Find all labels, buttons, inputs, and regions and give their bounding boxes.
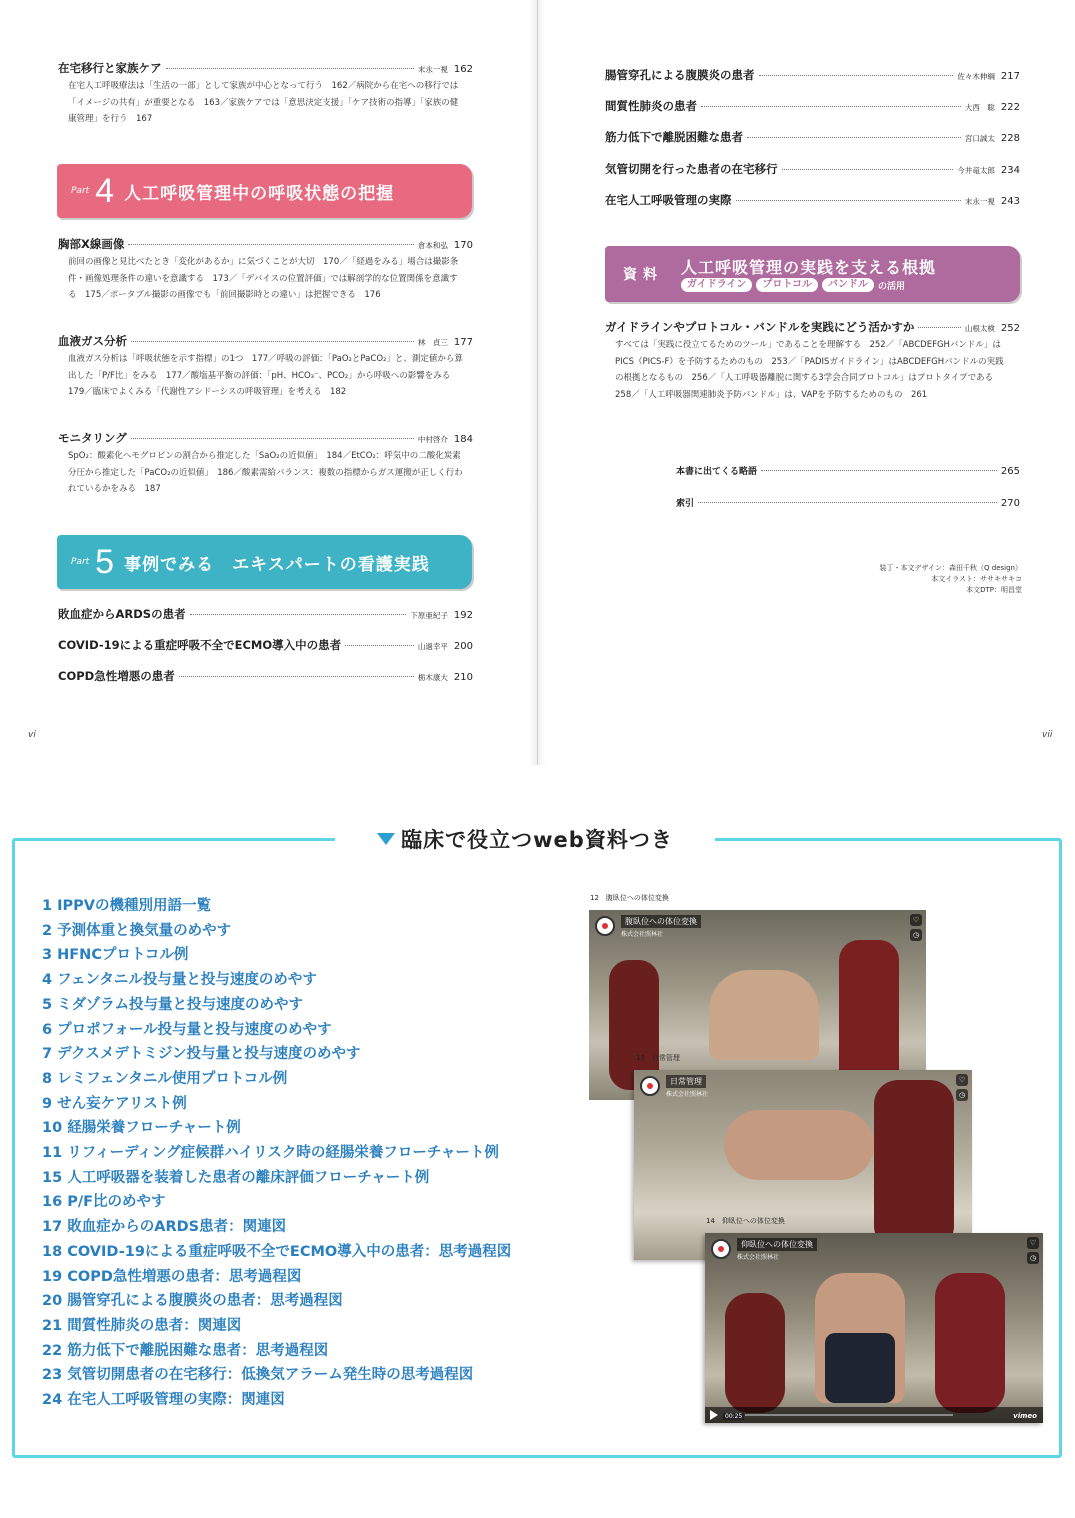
entry-title: 胸部X線画像 [58,237,125,251]
heart-icon[interactable]: ♡ [1027,1237,1039,1249]
video-title: 仰臥位への体位変換 [737,1238,817,1251]
entry-title: 間質性肺炎の患者 [605,99,697,113]
tag-bundle: バンドル [822,278,874,292]
patient-figure [825,1333,895,1403]
credits [820,563,1022,596]
toc-entry [58,637,473,655]
video-player-13[interactable] [634,1070,972,1260]
appendix-banner [605,246,1020,302]
entry-page: 170 [453,240,473,251]
nurse-figure [839,940,899,1090]
entry-page: 162 [453,64,473,75]
tag-protocol: プロトコル [756,278,818,292]
video-publisher: 株式会社照林社 [621,931,664,938]
video-control-bar [705,1407,1043,1423]
video-publisher: 株式会社照林社 [666,1091,709,1098]
part-title: 事例でみる エキスパートの看護実践 [124,554,430,575]
appendix-suffix: の活用 [878,281,906,292]
list-item: 10 経腸栄養フローチャート例 [42,1120,241,1137]
entry-page: 243 [1000,196,1020,207]
patient-figure [724,1110,874,1180]
part-title: 人工呼吸管理中の呼吸状態の把握 [124,183,395,204]
video-caption: 14 仰臥位への体位変換 [706,1217,785,1225]
entry-page: 210 [453,672,473,683]
list-item: 9 せん妄ケアリスト例 [42,1095,187,1112]
vimeo-logo[interactable]: vimeo [1013,1412,1037,1420]
part-number: 4 [95,171,115,210]
publisher-logo-icon [640,1076,660,1096]
entry-author: 今井竜太郎 [957,166,995,175]
web-resource-list [42,894,511,1413]
nurse-figure [725,1293,785,1413]
list-item: 1 IPPVの機種別用語一覧 [42,898,212,914]
toc-entry [676,464,1020,480]
entry-author: 栃木康大 [417,673,448,682]
entry-author: 山過幸平 [417,642,448,651]
list-item: 23 気管切開患者の在宅移行：低換気アラーム発生時の思考過程図 [42,1367,474,1384]
entry-page: 200 [453,641,473,652]
toc-entry [605,67,1020,85]
entry-page: 228 [1000,133,1020,144]
list-item: 19 COPD急性増悪の患者：思考過程図 [42,1268,302,1285]
toc-entry [58,668,473,686]
entry-page: 177 [453,337,473,348]
toc-entry [605,319,1020,403]
entry-title: 筋力低下で離脱困難な患者 [605,130,743,144]
entry-title: 在宅人工呼吸管理の実際 [605,193,732,207]
entry-author: 山根太検 [964,324,995,333]
entry-author: 中村啓介 [417,435,448,444]
toc-entry [58,606,473,624]
video-player-14[interactable] [705,1233,1043,1423]
entry-page: 217 [1000,71,1020,82]
list-item: 2 予測体重と換気量のめやす [42,922,232,939]
toc-entry [605,129,1020,147]
toc-entry [58,333,473,401]
list-item: 17 敗血症からのARDS患者：関連図 [42,1219,287,1236]
toc-entry [58,430,473,498]
entry-description: 血液ガス分析は「呼吸状態を示す指標」の1つ 177／呼吸の評価：「PaO₂とPaCO₂」と、測定値から算出した「P/F比」をみる 177／酸塩基平衡の評価：「pH、HCO₃⁻、PCO₂」から呼吸への影響をみる 179／臨床でよくみる「代謝性アシドーシスの呼吸管理」を考える 182 [68,354,463,397]
entry-title: 血液ガス分析 [58,334,127,348]
play-icon[interactable] [710,1410,718,1420]
toc-entry [605,98,1020,116]
clock-icon[interactable]: ◷ [956,1089,968,1101]
nurse-figure [935,1273,1005,1413]
patient-figure [709,970,819,1060]
appendix-title: 人工呼吸管理の実践を支える根拠 [681,258,937,277]
toc-entry [58,236,473,304]
list-item: 22 筋力低下で離脱困難な患者：思考過程図 [42,1342,329,1359]
list-item: 7 デクスメデトミジン投与量と投与速度のめやす [42,1046,361,1063]
credit-line: 本文DTP：明昌堂 [966,586,1022,594]
entry-title: 在宅移行と家族ケア [58,61,162,75]
nurse-figure [874,1080,954,1250]
list-item: 4 フェンタニル投与量と投与速度のめやす [42,972,317,989]
credit-line: 装丁・本文デザイン：森田千秋（Q design） [879,564,1022,572]
video-publisher: 株式会社照林社 [737,1254,780,1261]
entry-title: 敗血症からARDSの患者 [58,607,186,621]
entry-title: COVID-19による重症呼吸不全でECMO導入中の患者 [58,638,342,652]
list-item: 16 P/F比のめやす [42,1194,166,1211]
tag-guideline: ガイドライン [681,278,752,292]
video-time: 00:25 [725,1413,743,1420]
part-number: 5 [95,542,115,581]
entry-description: 前回の画像と見比べたとき「変化があるか」に気づくことが大切 170／「経過をみる」場合は撮影条件・画像処理条件の違いを意識する 173／「デバイスの位置評価」では解剖学的な位置関係を意識する 175／ポータブル撮影の画像でも「前回撮影時との違い」は把握できる 176 [68,257,459,300]
toc-entry [605,161,1020,179]
entry-author: 倉本和弘 [417,241,448,250]
toc-entry [676,496,1020,512]
part-5-banner [57,535,472,589]
clock-icon[interactable]: ◷ [910,929,922,941]
video-title: 日常管理 [666,1075,706,1088]
entry-page: 234 [1000,165,1020,176]
list-item: 8 レミフェンタニル使用プロトコル例 [42,1070,288,1087]
appendix-label: 資料 [623,267,663,283]
entry-title: ガイドラインやプロトコル・バンドルを実践にどう活かすか [605,320,915,334]
page-folio: vii [1042,730,1053,740]
progress-bar[interactable] [745,1414,953,1416]
list-item: 5 ミダゾラム投与量と投与速度のめやす [42,996,304,1013]
entry-title: COPD急性増悪の患者 [58,669,175,683]
entry-author: 佐々木伸綱 [957,72,995,81]
triangle-down-icon [377,833,395,845]
entry-title: 気管切開を行った患者の在宅移行 [605,162,778,176]
entry-title: 本書に出てくる略語 [676,467,758,477]
list-item: 6 プロポフォール投与量と投与速度のめやす [42,1021,332,1038]
video-title: 腹臥位への体位変換 [621,915,701,928]
entry-page: 222 [1000,102,1020,113]
entry-author: 末永一視 [964,197,995,206]
entry-page: 184 [453,434,473,445]
web-resources-heading [335,822,715,856]
entry-page: 270 [1000,498,1020,509]
toc-entry [605,192,1020,210]
entry-author: 宮口誠太 [964,134,995,143]
appendix-tags [681,278,905,292]
page-folio: vi [28,730,36,740]
entry-author: 下原亜紀子 [410,611,448,620]
entry-page: 252 [1000,323,1020,334]
list-item: 3 HFNCプロトコル例 [42,947,189,964]
toc-entry [58,60,473,128]
entry-title: 索引 [676,499,695,509]
entry-author: 林 貞三 [417,338,448,347]
toc-left-page [0,0,538,765]
entry-title: 腸管穿孔による腹膜炎の患者 [605,68,755,82]
entry-page: 192 [453,610,473,621]
video-caption: 13 日常管理 [636,1054,680,1062]
list-item: 18 COVID-19による重症呼吸不全でECMO導入中の患者：思考過程図 [42,1243,512,1260]
video-caption: 12 腹臥位への体位変換 [590,894,669,902]
publisher-logo-icon [711,1239,731,1259]
entry-page: 265 [1000,466,1020,477]
part-label: Part [71,557,90,567]
heart-icon[interactable]: ♡ [910,914,922,926]
list-item: 20 腸管穿孔による腹膜炎の患者：思考過程図 [42,1293,343,1310]
entry-title: モニタリング [58,431,127,445]
entry-description: SpO₂：酸素化ヘモグロビンの割合から推定した「SaO₂の近似値」 184／EtCO₂：呼気中の二酸化炭素分圧から推定した「PaCO₂の近似値」 186／酸素需給バランス：複数の指標からガス運搬が正しく行われているかをみる 187 [68,451,463,494]
list-item: 15 人工呼吸器を装着した患者の離床評価フローチャート例 [42,1169,430,1186]
entry-description: すべては「実践に役立てるためのツール」であることを理解する 252／「ABCDEFGHバンドル」はPICS（PICS-F）を予防するためのもの 253／「PADISガイドライン」はABCDEFGHバンドルの実践の根拠となるもの 256／「人工呼吸器離脱に関する3学会合同プロトコル」はプロトタイプである 258／「人工呼吸器関連肺炎予防バンドル」は、VAPを予防するためのもの 261 [615,340,1004,400]
list-item: 21 間質性肺炎の患者：関連図 [42,1317,242,1334]
credit-line: 本文イラスト：ササキサキコ [931,575,1022,583]
entry-description: 在宅人工呼吸療法は「生活の一部」として家族が中心となって行う 162／病院から在宅への移行では「イメージの共有」が重要となる 163／家族ケアでは「意思決定支援」「ケア技術の指導」「家族の健康管理」を行う 167 [68,81,459,124]
part-4-banner [57,164,472,218]
entry-author: 末永一視 [417,65,448,74]
list-item: 24 在宅人工呼吸管理の実際：関連図 [42,1392,285,1409]
web-resources-title: 臨床で役立つweb資料つき [401,828,673,852]
publisher-logo-icon [595,916,615,936]
part-label: Part [71,186,90,196]
entry-author: 大西 聡 [964,103,995,112]
clock-icon[interactable]: ◷ [1027,1252,1039,1264]
list-item: 11 リフィーディング症候群ハイリスク時の経腸栄養フローチャート例 [42,1145,499,1162]
heart-icon[interactable]: ♡ [956,1074,968,1086]
